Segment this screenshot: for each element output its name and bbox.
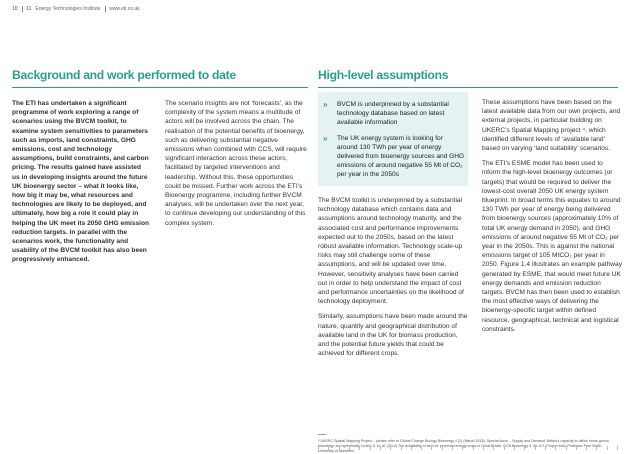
footnote: ⁴ UKERC Spatial Mapping Project – please refer to Global Change Biology Bioenergy 4 (2) (March 2018): Special Issue – Supply and Demand: Britain’s capacity to utilise home-grown bioenergy, and specifically Lovett, A. et. al. (2014) The availability of land for perennial energy crops in Great Britain. GCB Bioenergy 6, 99-107. Project lead: Professor Pete Smith, University of Aberdeen. xyxy=(318,439,609,453)
assumptions-heading: High-level assumptions xyxy=(318,68,449,82)
scenario-insights-text: The scenario insights are not ‘forecasts’, as the complexity of the system means a multitude of actors will be involved across the chain. The realisation of the potential benefits of bioenergy, such as delivering substantial negative emissions when combined with CCS, will require significant interaction across these actors, facilitated by targeted interventions and leadership. Without this, these opportunities could be missed. Further work across the ETI’s Bioenergy programme, including further BVCM analyses, will be undertaken over the next year, to continue developing our understanding of this complex system. xyxy=(165,100,307,227)
page-number-left: 10 xyxy=(12,6,18,12)
background-column-2 xyxy=(165,99,307,234)
header-divider xyxy=(105,6,106,12)
assumption-bullet-text: The UK energy system is looking for around 130 TWh per year of energy delivered from bioenergy sources and GHG emissions of around negative 55 Mt of CO₂ per year in the 2050s xyxy=(337,134,465,179)
chevron-right-icon: » xyxy=(323,100,328,109)
organisation-name: Energy Technologies Institute xyxy=(35,6,101,12)
land-assumptions-text: Similarly, assumptions have been made around the nature, quantity and geographical distribution of available land in the UK for biomass production, and the potential future yields that could be achieved for different crops. xyxy=(318,313,468,358)
header-divider xyxy=(22,6,23,12)
assumptions-column-3 xyxy=(318,196,468,364)
background-intro-text: The ETI has undertaken a significant programme of work exploring a range of scenarios using the BVCM toolkit, to examine system sensitivities to parameters such as imports, land constraints, GHG emissions, cost and technology assumptions, build constraints, and carbon pricing. The results gained have assisted us in developing insights around the future UK bioenergy sector – what it looks like, how big it may be, what resources and technologies are likely to be deployed, and ultimately, how big a role it could play in helping the UK meet its 2050 GHG emission reduction targets. In parallel with the scenarios work, the functionality and usability of the BVCM toolkit has also been progressively enhanced. xyxy=(12,100,150,264)
assumptions-heading-rule xyxy=(318,87,618,88)
assumption-bullet-text: BVCM is underpinned by a substantial technology database based on latest available information xyxy=(337,101,449,127)
technology-database-text: The BVCM toolkit is underpinned by a substantial technology database which contains data and assumptions around technology maturity, and the associated cost and performance improvements expected out to the 2050s, based on the latest robust available information. Technology scale-up risks may still challenge some of these assumptions, and will be updated over time. However, sensitivity analyses have been carried out in order to help understand the impact of cost and performance uncertainties on the likelihood of technology deployment. xyxy=(318,197,464,306)
assumptions-column-4 xyxy=(482,98,622,340)
page-number-right: 11 xyxy=(26,6,32,12)
assumption-bullet xyxy=(323,100,465,128)
website-link[interactable]: www.eti.co.uk xyxy=(109,6,140,12)
background-heading-rule xyxy=(12,87,308,88)
page-header xyxy=(12,6,140,12)
background-column-1 xyxy=(12,99,150,271)
chevron-right-icon: » xyxy=(323,133,328,143)
esme-model-text: The ETI’s ESME model has been used to inform the high-level bioenergy outcomes (or targets) that would be required to deliver the lowest-cost overall 2050 UK energy system blueprint. In broad terms this equates to around 130 TWh per year of energy being delivered from bioenergy sources (approximately 10% of total UK energy demand in 2050), and GHG emissions of around negative 55 Mt of CO₂ per year in the 2050s. This is against the national emissions target of 105 MtCO₂ per year in 2050. Figure 1.4 illustrates an example pathway generated by ESME, that would meet future UK energy demands and emission reduction targets. BVCM has then been used to establish the most effective ways of delivering the bioenergy-specific target within defined resource, geographical, technical and logistical constraints. xyxy=(482,160,623,333)
key-assumptions-list xyxy=(323,100,465,186)
background-heading: Background and work performed to date xyxy=(12,68,236,82)
assumption-bullet xyxy=(323,133,465,180)
bottom-tick-marks xyxy=(318,446,618,450)
spatial-mapping-text: These assumptions have been based on the latest available data from our own projects, and external projects, in particular building on UKERC’s Spatial Mapping project ⁴, which identified different levels of ‘available land’ based on varying ‘land suitability’ scenarios. xyxy=(482,99,621,153)
footnote-rule xyxy=(318,434,326,435)
